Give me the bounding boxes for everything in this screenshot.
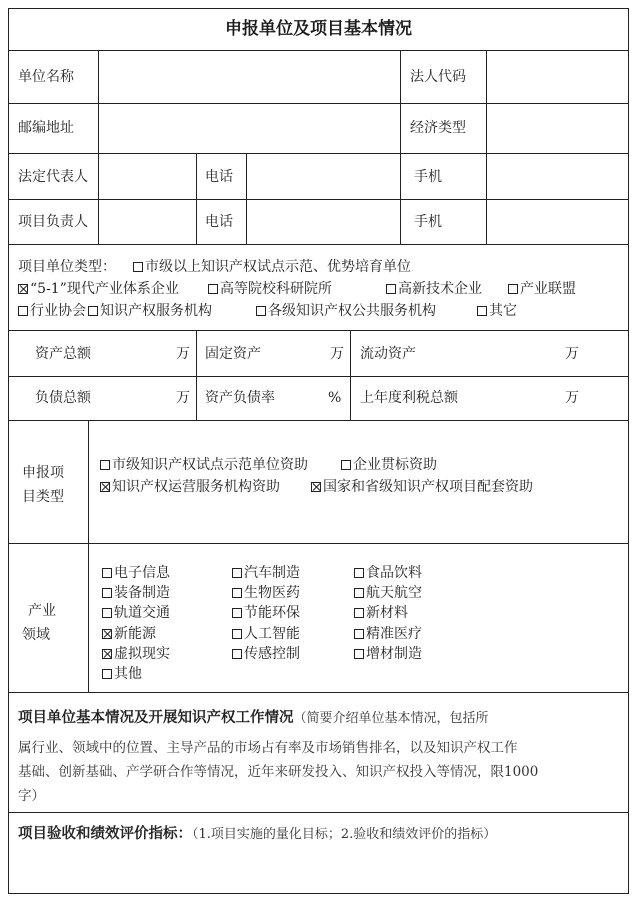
checkbox-icon xyxy=(508,284,518,294)
basic-info-section xyxy=(18,711,489,726)
industry-option[interactable]: 航天航空 xyxy=(354,586,422,600)
divider xyxy=(400,50,401,244)
total-liabilities-label: 负债总额 xyxy=(35,390,91,406)
checkbox-checked-icon xyxy=(102,629,112,639)
industry-option[interactable]: 生物医药 xyxy=(232,586,300,600)
category-option[interactable]: 国家和省级知识产权项目配套资助 xyxy=(311,480,533,494)
unit-wan: 万 xyxy=(176,346,190,362)
legal-code-label: 法人代码 xyxy=(410,69,466,85)
legal-rep-label: 法定代表人 xyxy=(18,169,88,185)
acceptance-section xyxy=(18,827,496,842)
industry-option[interactable]: 虚拟现实 xyxy=(102,647,170,661)
checkbox-icon xyxy=(232,568,242,578)
category-label: 申报项 xyxy=(22,465,64,481)
total-assets-label: 资产总额 xyxy=(35,346,91,362)
divider xyxy=(246,153,247,244)
form-title: 申报单位及项目基本情况 xyxy=(225,19,412,39)
industry-label: 产业 xyxy=(28,603,56,619)
last-year-tax-field[interactable] xyxy=(460,380,560,417)
checkbox-icon xyxy=(232,649,242,659)
divider xyxy=(8,244,629,245)
category-label: 目类型 xyxy=(22,489,64,505)
legal-rep-phone-field[interactable] xyxy=(248,155,398,197)
industry-option[interactable]: 汽车制造 xyxy=(232,566,300,580)
checkbox-icon xyxy=(102,588,112,598)
checkbox-icon xyxy=(133,262,143,272)
acceptance-heading: 项目验收和绩效评价指标： xyxy=(18,826,192,842)
checkbox-checked-icon xyxy=(102,649,112,659)
divider xyxy=(8,543,629,544)
economic-type-label: 经济类型 xyxy=(410,120,466,136)
checkbox-icon xyxy=(232,588,242,598)
checkbox-checked-icon xyxy=(100,482,110,492)
legal-rep-mobile-field[interactable] xyxy=(488,155,627,197)
phone-label: 电话 xyxy=(205,169,233,185)
unit-type-option[interactable]: 高新技术企业 xyxy=(386,282,482,296)
unit-type-option[interactable]: 各级知识产权公共服务机构 xyxy=(256,304,436,318)
mobile-label: 手机 xyxy=(414,169,442,185)
checkbox-icon xyxy=(477,306,487,316)
divider xyxy=(196,330,197,420)
divider xyxy=(8,330,629,331)
basic-info-note xyxy=(18,736,623,808)
category-option[interactable]: 市级知识产权试点示范单位资助 xyxy=(100,458,308,472)
checkbox-icon xyxy=(208,284,218,294)
checkbox-icon xyxy=(102,608,112,618)
industry-option[interactable]: 食品饮料 xyxy=(354,566,422,580)
unit-type-option[interactable]: “5-1”现代产业体系企业 xyxy=(18,282,179,296)
divider xyxy=(486,50,487,244)
checkbox-icon xyxy=(354,588,364,598)
checkbox-icon xyxy=(88,306,98,316)
total-assets-field[interactable] xyxy=(105,334,171,372)
project-lead-field[interactable] xyxy=(100,201,194,242)
unit-type-option[interactable]: 其它 xyxy=(477,304,517,318)
industry-option[interactable]: 轨道交通 xyxy=(102,606,170,620)
current-assets-field[interactable] xyxy=(430,334,560,372)
industry-option[interactable]: 增材制造 xyxy=(354,647,422,661)
note-line: 字） xyxy=(18,788,45,804)
current-assets-label: 流动资产 xyxy=(360,346,416,362)
unit-name-field[interactable] xyxy=(100,52,398,101)
fixed-assets-field[interactable] xyxy=(270,334,325,372)
checkbox-icon xyxy=(256,306,266,316)
note-line: 基础、创新基础、产学研合作等情况，近年来研发投入、知识产权投入等情况，限1000 xyxy=(18,764,539,780)
industry-option[interactable]: 新材料 xyxy=(354,606,408,620)
note-line: 属行业、领域中的位置、主导产品的市场占有率及市场销售排名，以及知识产权工作 xyxy=(18,740,518,756)
postal-address-label: 邮编地址 xyxy=(18,120,74,136)
unit-wan: 万 xyxy=(176,390,190,406)
category-option[interactable]: 企业贯标资助 xyxy=(341,458,437,472)
last-year-tax-label: 上年度利税总额 xyxy=(360,390,458,406)
checkbox-icon xyxy=(18,306,28,316)
acceptance-field[interactable] xyxy=(12,848,625,890)
legal-code-field[interactable] xyxy=(488,52,627,101)
divider xyxy=(350,330,351,420)
category-option[interactable]: 知识产权运营服务机构资助 xyxy=(100,480,280,494)
unit-type-label: 项目单位类型： xyxy=(18,259,116,275)
mobile-label: 手机 xyxy=(414,214,442,230)
industry-option[interactable]: 其他 xyxy=(102,667,142,681)
industry-option[interactable]: 装备制造 xyxy=(102,586,170,600)
unit-type-option[interactable]: 高等院校科研院所 xyxy=(208,282,332,296)
industry-option[interactable]: 新能源 xyxy=(102,627,156,641)
checkbox-icon xyxy=(102,669,112,679)
checkbox-icon xyxy=(102,568,112,578)
industry-option[interactable]: 人工智能 xyxy=(232,627,300,641)
divider xyxy=(98,153,99,244)
divider xyxy=(8,153,629,154)
divider xyxy=(8,376,629,377)
debt-ratio-field[interactable] xyxy=(285,380,325,417)
divider xyxy=(88,420,89,692)
divider xyxy=(8,199,629,200)
checkbox-checked-icon xyxy=(18,284,28,294)
project-lead-label: 项目负责人 xyxy=(18,214,88,230)
fixed-assets-label: 固定资产 xyxy=(205,346,261,362)
economic-type-field[interactable] xyxy=(488,105,627,151)
checkbox-checked-icon xyxy=(311,482,321,492)
divider xyxy=(196,153,197,244)
unit-name-label: 单位名称 xyxy=(18,69,74,85)
checkbox-icon xyxy=(232,629,242,639)
unit-type-option[interactable]: 产业联盟 xyxy=(508,282,576,296)
basic-info-note: （简要介绍单位基本情况，包括所 xyxy=(293,711,489,726)
project-lead-phone-field[interactable] xyxy=(248,201,398,242)
checkbox-icon xyxy=(354,568,364,578)
divider xyxy=(8,692,629,693)
checkbox-icon xyxy=(386,284,396,294)
postal-address-field[interactable] xyxy=(100,105,398,151)
unit-type-option[interactable]: 知识产权服务机构 xyxy=(88,304,212,318)
industry-label: 领域 xyxy=(22,627,50,643)
project-lead-mobile-field[interactable] xyxy=(488,201,627,242)
checkbox-icon xyxy=(100,460,110,470)
checkbox-icon xyxy=(341,460,351,470)
industry-option[interactable]: 节能环保 xyxy=(232,606,300,620)
divider xyxy=(98,50,99,153)
checkbox-icon xyxy=(354,608,364,618)
acceptance-note: （1.项目实施的量化目标；2.验收和绩效评价的指标） xyxy=(192,827,497,842)
industry-option[interactable]: 电子信息 xyxy=(102,566,170,580)
phone-label: 电话 xyxy=(205,214,233,230)
checkbox-icon xyxy=(354,649,364,659)
debt-ratio-label: 资产负债率 xyxy=(205,390,275,406)
unit-percent: % xyxy=(328,390,342,406)
unit-wan: 万 xyxy=(565,346,579,362)
basic-info-heading: 项目单位基本情况及开展知识产权工作情况 xyxy=(18,710,294,726)
industry-option[interactable]: 精准医疗 xyxy=(354,627,422,641)
unit-wan: 万 xyxy=(565,390,579,406)
industry-option[interactable]: 传感控制 xyxy=(232,647,300,661)
divider xyxy=(8,103,629,104)
unit-type-option[interactable]: 市级以上知识产权试点示范、优势培育单位 xyxy=(133,260,411,274)
legal-rep-field[interactable] xyxy=(100,155,194,197)
checkbox-icon xyxy=(232,608,242,618)
unit-type-option[interactable]: 行业协会 xyxy=(18,304,86,318)
unit-wan: 万 xyxy=(330,346,344,362)
checkbox-icon xyxy=(354,629,364,639)
divider xyxy=(8,50,629,51)
divider xyxy=(8,812,629,813)
total-liabilities-field[interactable] xyxy=(105,380,171,417)
divider xyxy=(8,420,629,421)
